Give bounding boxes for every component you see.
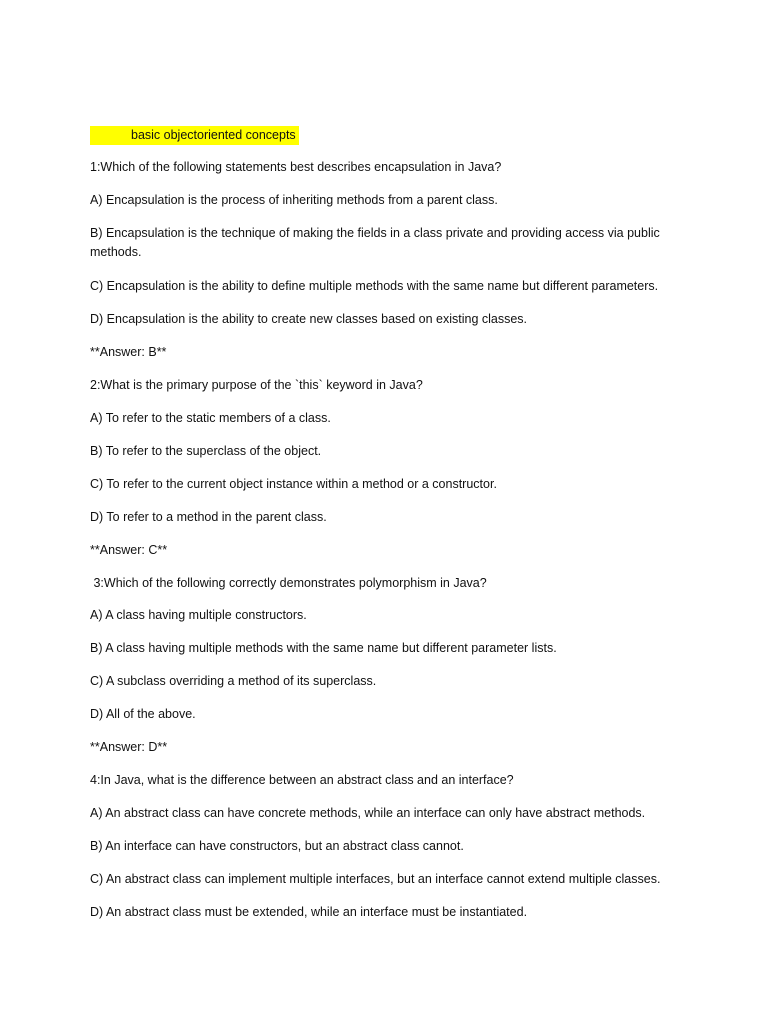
question-1: 1:Which of the following statements best describes encapsulation in Java? (90, 160, 502, 174)
question-2-option-c: C) To refer to the current object instance within a method or a constructor. (90, 477, 497, 491)
question-3-option-d: D) All of the above. (90, 707, 196, 721)
question-2-option-d: D) To refer to a method in the parent class. (90, 510, 327, 524)
question-1-answer: **Answer: B** (90, 345, 167, 359)
question-3: 3:Which of the following correctly demonstrates polymorphism in Java? (90, 576, 487, 590)
question-4-option-d: D) An abstract class must be extended, while an interface must be instantiated. (90, 905, 528, 919)
question-4-option-c: C) An abstract class can implement multiple interfaces, but an interface cannot extend multiple classes. (90, 872, 661, 886)
question-2-answer: **Answer: C** (90, 543, 168, 557)
question-1-option-a: A) Encapsulation is the process of inheriting methods from a parent class. (90, 193, 498, 207)
question-3-option-a: A) A class having multiple constructors. (90, 608, 307, 622)
question-1-option-c: C) Encapsulation is the ability to define multiple methods with the same name but different parameters. (90, 279, 659, 293)
question-1-option-b: B) Encapsulation is the technique of making the fields in a class private and providing access via public methods. (90, 226, 660, 259)
question-4-option-a: A) An abstract class can have concrete methods, while an interface can only have abstract methods. (90, 806, 646, 820)
question-3-answer: **Answer: D** (90, 740, 168, 754)
question-4-option-b: B) An interface can have constructors, but an abstract class cannot. (90, 839, 464, 853)
question-1-option-d: D) Encapsulation is the ability to create new classes based on existing classes. (90, 312, 528, 326)
question-2-option-a: A) To refer to the static members of a class. (90, 411, 331, 425)
question-2: 2:What is the primary purpose of the `this` keyword in Java? (90, 378, 423, 392)
question-3-option-c: C) A subclass overriding a method of its superclass. (90, 674, 377, 688)
question-2-option-b: B) To refer to the superclass of the object. (90, 444, 322, 458)
question-4: 4:In Java, what is the difference between an abstract class and an interface? (90, 773, 514, 787)
document-title: basic objectoriented concepts (90, 126, 299, 145)
question-3-option-b: B) A class having multiple methods with the same name but different parameter lists. (90, 641, 557, 655)
